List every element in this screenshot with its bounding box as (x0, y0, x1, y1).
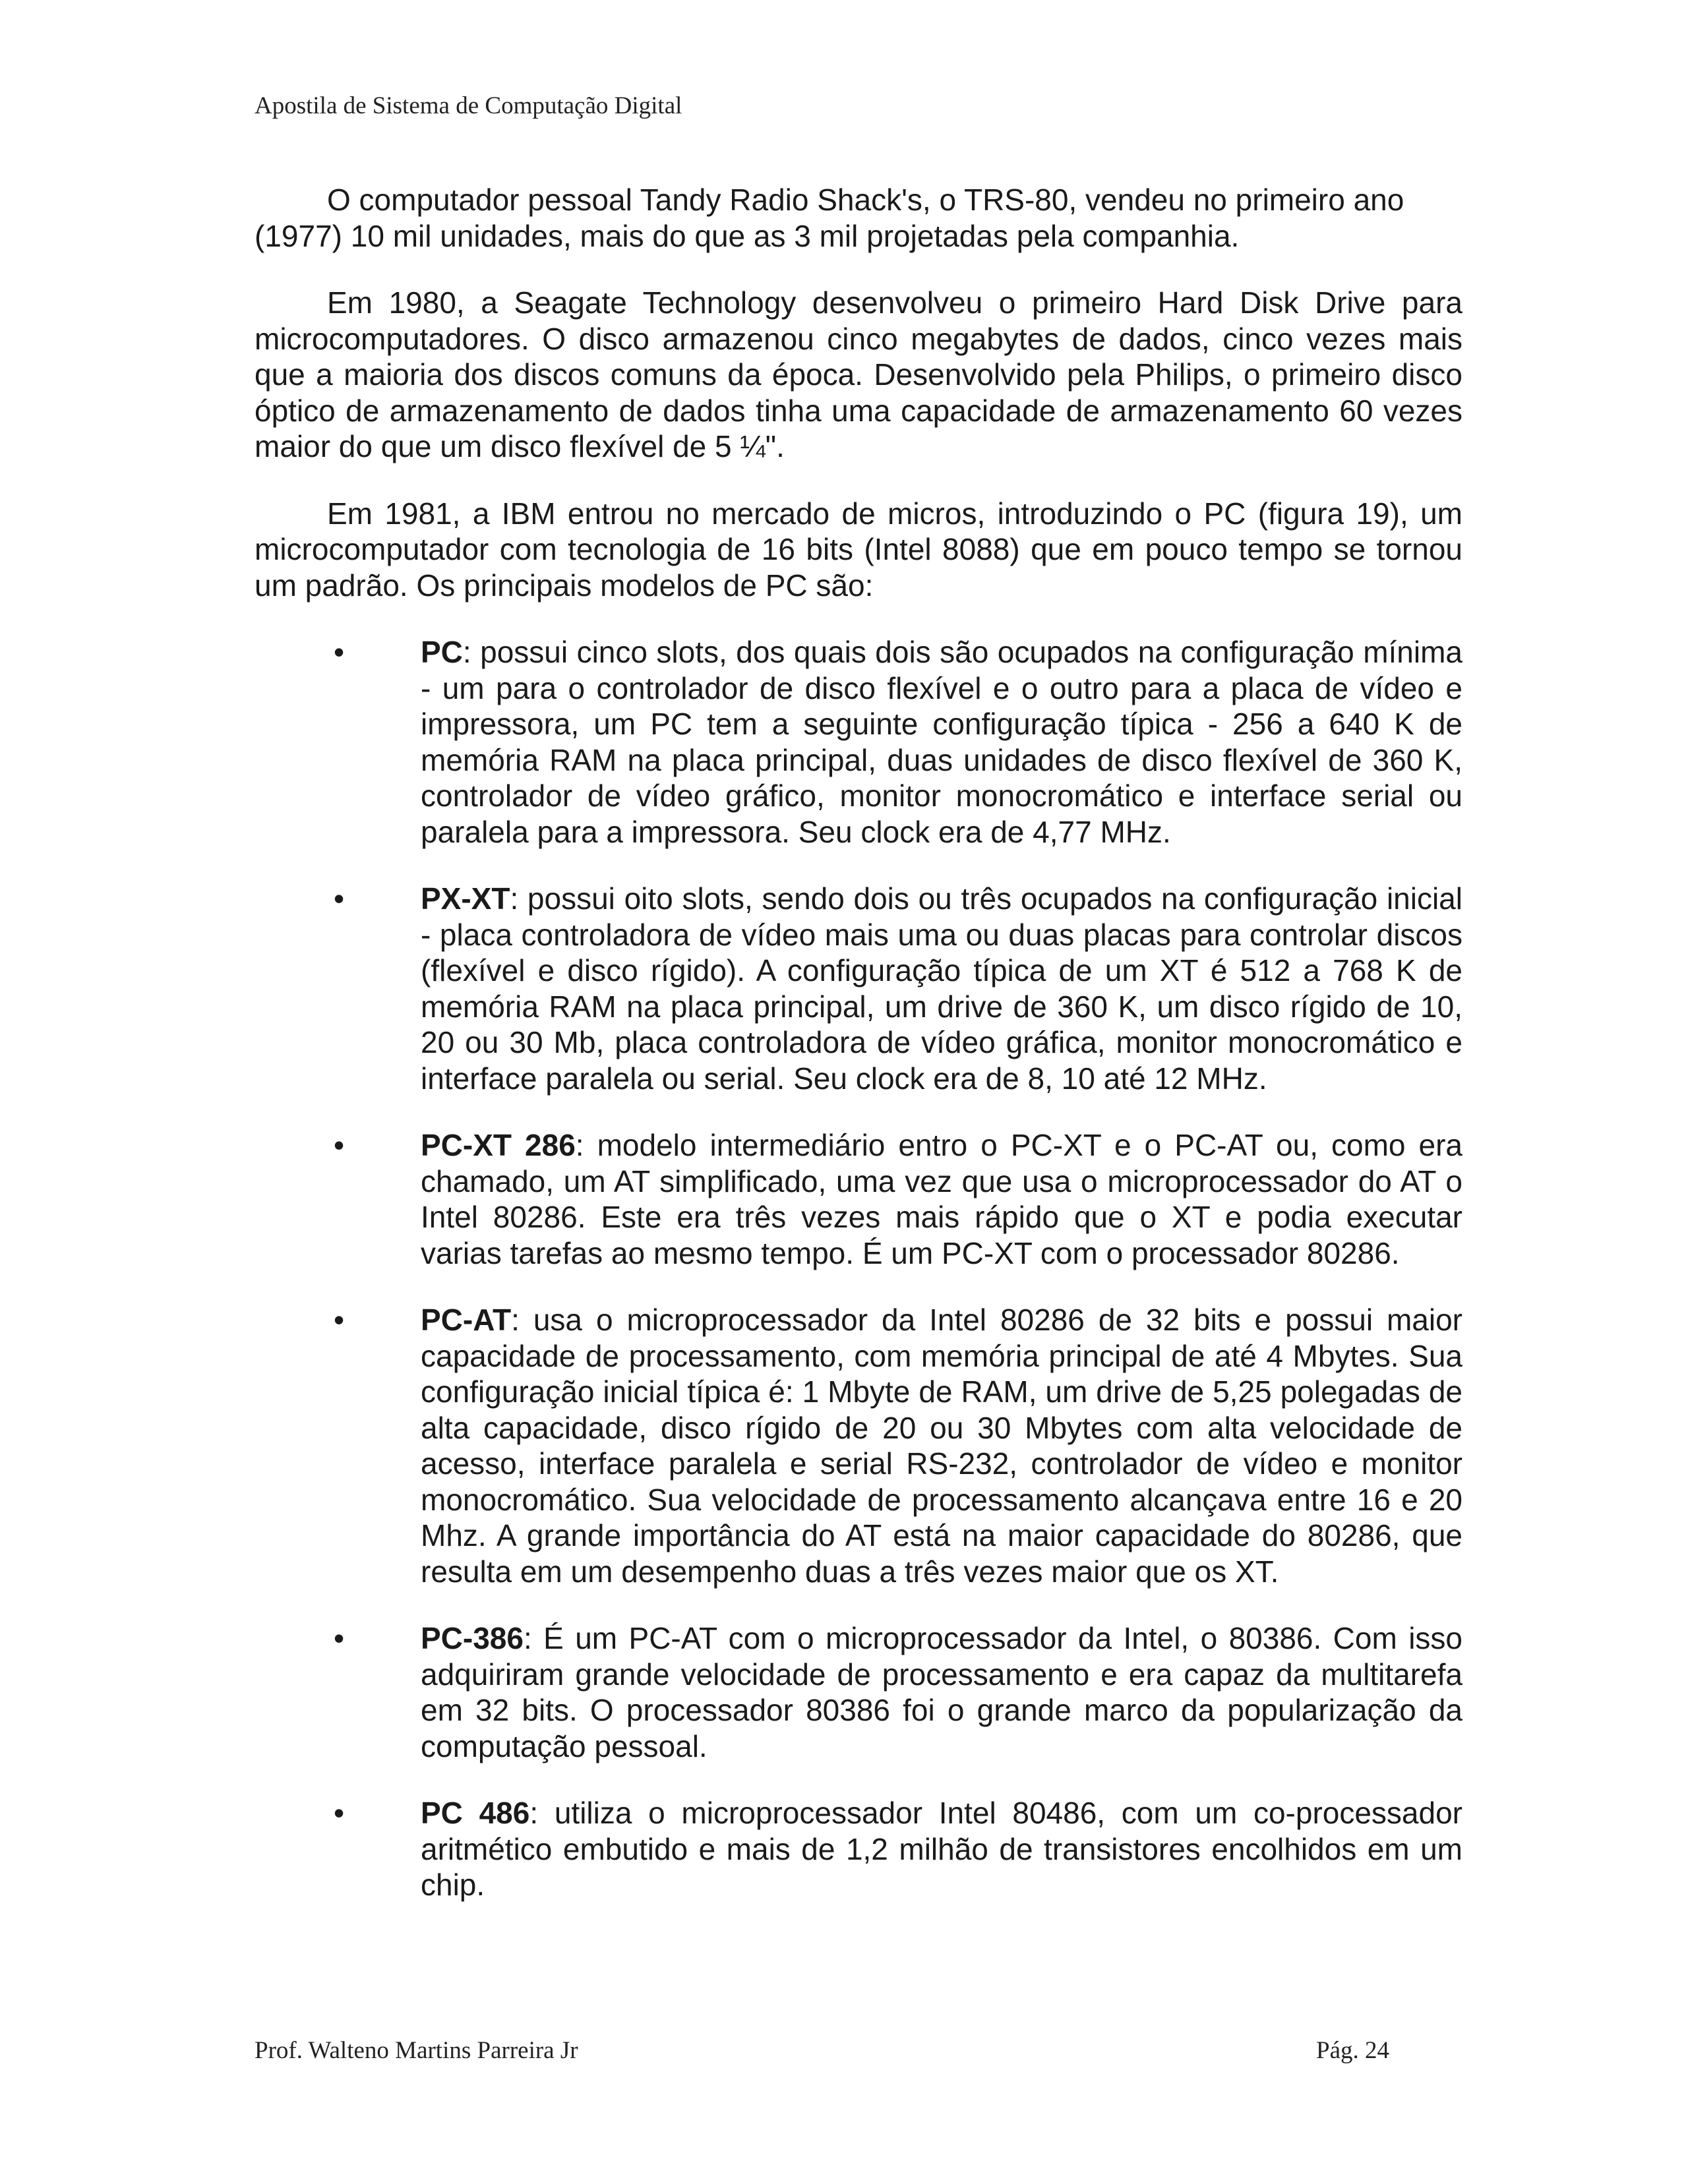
bullet-icon: • (333, 1128, 345, 1162)
bullet-icon: • (333, 881, 345, 916)
list-item-text: : modelo intermediário entro o PC-XT e o PC-AT ou, como era chamado, um AT simplificado, uma vez que usa o microprocessador do AT o Intel 80286. Este era três vezes mais rápido que o XT e podia executar varias tarefas ao mesmo tempo. É um PC-XT com o processador 80286. (421, 1128, 1463, 1270)
paragraph: Em 1981, a IBM entrou no mercado de micros, introduzindo o PC (figura 19), um microcomputador com tecnologia de 16 bits (Intel 8088) que em pouco tempo se tornou um padrão. Os principais modelos de PC são: (255, 496, 1462, 603)
list-item-term: PC-386 (421, 1621, 524, 1655)
paragraph: Em 1980, a Seagate Technology desenvolveu o primeiro Hard Disk Drive para microcomputadores. O disco armazenou cinco megabytes de dados, cinco vezes mais que a maioria dos discos comuns da época. Desenvolvido pela Philips, o primeiro disco óptico de armazenamento de dados tinha uma capacidade de armazenamento 60 vezes maior do que um disco flexível de 5 ¼". (255, 285, 1462, 463)
footer-page-number: Pág. 24 (1316, 2037, 1389, 2064)
page-body (255, 182, 1462, 1934)
pc-models-list (255, 634, 1462, 1903)
list-item-text: : É um PC-AT com o microprocessador da Intel, o 80386. Com isso adquiriram grande velocidade de processamento e era capaz da multitarefa em 32 bits. O processador 80386 foi o grande marco da popularização da computação pessoal. (421, 1621, 1462, 1763)
bullet-icon: • (333, 635, 345, 669)
list-item-term: PC (421, 635, 463, 669)
paragraph: O computador pessoal Tandy Radio Shack's, o TRS-80, vendeu no primeiro ano (1977) 10 mil unidades, mais do que as 3 mil projetadas pela companhia. (255, 183, 1404, 253)
bullet-icon: • (333, 1796, 345, 1830)
running-header: Apostila de Sistema de Computação Digital (255, 92, 682, 119)
list-item-term: PC-AT (421, 1303, 512, 1337)
list-item (255, 881, 1462, 1096)
footer-author: Prof. Walteno Martins Parreira Jr (255, 2037, 578, 2064)
bullet-icon: • (333, 1621, 345, 1655)
list-item (255, 1127, 1462, 1271)
list-item-text: : possui cinco slots, dos quais dois são ocupados na configuração mínima - um para o controlador de disco flexível e o outro para a placa de vídeo e impressora, um PC tem a seguinte configuração típica - 256 a 640 K de memória RAM na placa principal, duas unidades de disco flexível de 360 K, controlador de vídeo gráfico, monitor monocromático e interface serial ou paralela para a impressora. Seu clock era de 4,77 MHz. (421, 635, 1462, 849)
list-item-text: : utiliza o microprocessador Intel 80486, com um co-processador aritmético embutido e mais de 1,2 milhão de transistores encolhidos em um chip. (421, 1796, 1462, 1902)
list-item (255, 1302, 1462, 1589)
list-item-text: : usa o microprocessador da Intel 80286 de 32 bits e possui maior capacidade de processamento, com memória principal de até 4 Mbytes. Sua configuração inicial típica é: 1 Mbyte de RAM, um drive de 5,25 polegadas de alta capacidade, disco rígido de 20 ou 30 Mbytes com alta velocidade de acesso, interface paralela e serial RS-232, controlador de vídeo e monitor monocromático. Sua velocidade de processamento alcançava entre 16 e 20 Mhz. A grande importância do AT está na maior capacidade do 80286, que resulta em um desempenho duas a três vezes maior que os XT. (421, 1303, 1462, 1589)
list-item-term: PX-XT (421, 881, 510, 916)
list-item-text: : possui oito slots, sendo dois ou três ocupados na configuração inicial - placa controladora de vídeo mais uma ou duas placas para controlar discos (flexível e disco rígido). A configuração típica de um XT é 512 a 768 K de memória RAM na placa principal, um drive de 360 K, um disco rígido de 10, 20 ou 30 Mb, placa controladora de vídeo gráfica, monitor monocromático e interface paralela ou serial. Seu clock era de 8, 10 até 12 MHz. (421, 881, 1462, 1096)
bullet-icon: • (333, 1303, 345, 1337)
list-item-term: PC 486 (421, 1796, 530, 1830)
list-item (255, 1795, 1462, 1903)
list-item (255, 1620, 1462, 1764)
list-item-term: PC-XT 286 (421, 1128, 576, 1162)
list-item (255, 634, 1462, 850)
